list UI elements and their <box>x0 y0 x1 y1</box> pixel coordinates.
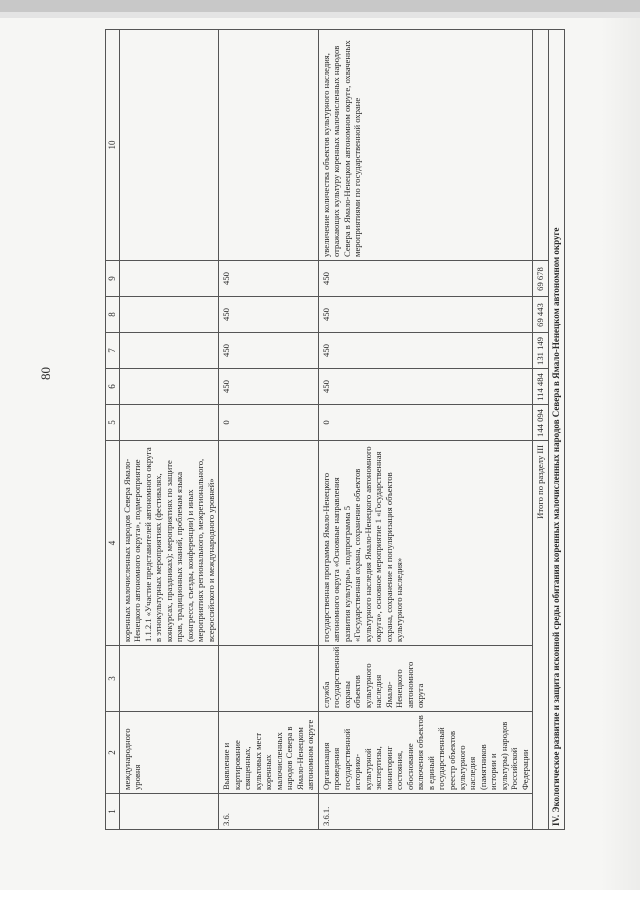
value-col-6: 450 <box>219 369 318 405</box>
total-col-10 <box>533 30 548 261</box>
expected-result: увеличение количества объектов культурного наследия, отражающих культуру коренных малочисленных народов Севера в Ямало-Ненецком автономном округе, охваченных мероприятиями по государственной охране <box>318 30 533 261</box>
executor: служба государственной охраны объектов культурного наследия Ямало-Ненецкого автономного округа <box>318 646 533 712</box>
program-reference: коренных малочисленных народов Севера Ямало-Ненецкого автономного округа», подмероприятие 1.1.2.1 «Участие представителей автономного округа в этнокультурных мероприятиях (фестивалях, конкурсах, праздниках); мероприятиях по защите прав, традиционных знаний, проблемам языка (конгресса, съезды, конференции) и иных мероприятиях регионального, межрегионального, всероссийского и международного уровней» <box>119 441 218 646</box>
total-row <box>533 30 548 830</box>
col-header-9: 9 <box>106 261 120 297</box>
activity-name: международного уровня <box>119 712 218 794</box>
page-edge-shadow <box>600 18 640 890</box>
value-col-6: 450 <box>318 369 533 405</box>
program-reference: государственная программа Ямало-Ненецкого автономного округа «Основные направления развития культуры», подпрограмма 5 «Государственная охрана, сохранение объектов культурного наследия Ямало-Ненецкого автономного округа», основное мероприятие 1 «Государственная охрана, сохранение и популяризация объектов культурного наследия» <box>318 441 533 646</box>
section-heading-row <box>548 30 564 830</box>
row-number: 3.6.1. <box>318 794 533 830</box>
rotated-table-container <box>105 30 590 830</box>
col-header-4: 4 <box>106 441 120 646</box>
value-col-8: 450 <box>318 297 533 333</box>
col-header-5: 5 <box>106 405 120 441</box>
scan-top-band <box>0 0 640 12</box>
table-row <box>219 30 318 830</box>
row-number: 3.6. <box>219 794 318 830</box>
value-col-7: 450 <box>318 333 533 369</box>
value-col-5: 0 <box>219 405 318 441</box>
program-reference <box>219 441 318 646</box>
activity-name: Выявление и картирование священных, культовых мест коренных малочисленных народов Севера в Ямало-Ненецком автономном округе <box>219 712 318 794</box>
value-col-9 <box>119 261 218 297</box>
total-col-5: 144 094 <box>533 405 548 441</box>
col-header-7: 7 <box>106 333 120 369</box>
executor <box>119 646 218 712</box>
total-col-9: 69 678 <box>533 261 548 297</box>
page-number: 80 <box>38 367 53 380</box>
value-col-7 <box>119 333 218 369</box>
col-header-1: 1 <box>106 794 120 830</box>
value-col-8: 450 <box>219 297 318 333</box>
col-header-10: 10 <box>106 30 120 261</box>
col-header-6: 6 <box>106 369 120 405</box>
col-header-3: 3 <box>106 646 120 712</box>
col-header-2: 2 <box>106 712 120 794</box>
value-col-7: 450 <box>219 333 318 369</box>
total-label: Итого по разделу III <box>533 441 548 830</box>
total-col-6: 114 484 <box>533 369 548 405</box>
value-col-5: 0 <box>318 405 533 441</box>
expected-result <box>119 30 218 261</box>
table-row <box>119 30 218 830</box>
section-heading: IV. Экологическое развитие и защита исконной среды обитания коренных малочисленных народов Севера в Ямало-Ненецком автономном округе <box>548 30 564 830</box>
header-row <box>106 30 120 830</box>
activity-name: Организация проведения государственной историко-культурной экспертизы, мониторинг состояния, обоснование включения объектов в единый государственный реестр объектов культурного наследия (памятников истории и культуры) народов Российской Федерации <box>318 712 533 794</box>
value-col-5 <box>119 405 218 441</box>
total-col-7: 131 149 <box>533 333 548 369</box>
value-col-9: 450 <box>219 261 318 297</box>
value-col-8 <box>119 297 218 333</box>
row-number <box>119 794 218 830</box>
value-col-9: 450 <box>318 261 533 297</box>
table-row <box>318 30 533 830</box>
total-col-8: 69 443 <box>533 297 548 333</box>
value-col-6 <box>119 369 218 405</box>
executor <box>219 646 318 712</box>
expected-result <box>219 30 318 261</box>
program-table <box>105 29 565 830</box>
col-header-8: 8 <box>106 297 120 333</box>
